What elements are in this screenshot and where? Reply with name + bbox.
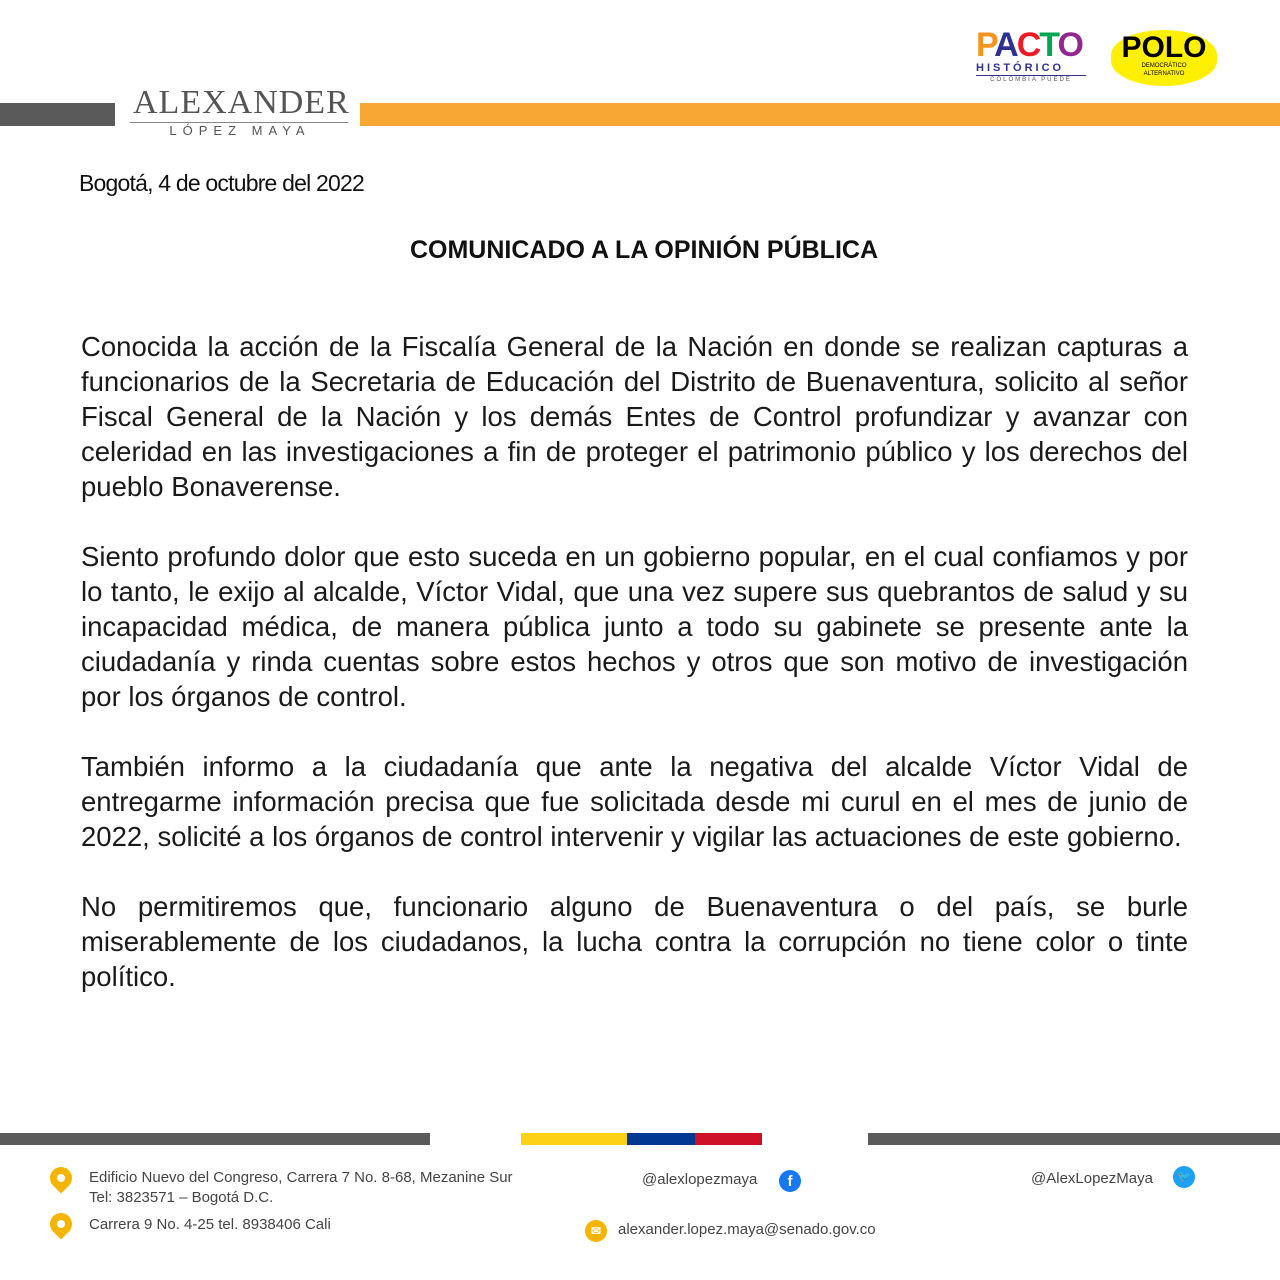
logo-subtitle: LÓPEZ MAYA xyxy=(169,123,311,138)
paragraph: Siento profundo dolor que esto suceda en un gobierno popular, en el cual confiamos y por lo tanto, le exijo al alcalde, Víctor Vidal, que una vez supere sus quebrantos de salud y su incapacidad médica, de manera pública junto a todo su gabinete se presente ante la ciudadanía y rinda cuentas sobre estos hechos y otros que son motivo de investigación por los órganos de control. xyxy=(81,541,1188,712)
location-pin-icon xyxy=(45,1208,76,1239)
polo-word: POLO xyxy=(1121,31,1207,64)
twitter-handle[interactable]: @AlexLopezMaya xyxy=(1031,1170,1153,1187)
logo-name: ALEXANDER xyxy=(133,84,350,121)
polo-line2: ALTERNATIVO xyxy=(1143,71,1185,77)
flag-yellow xyxy=(521,1133,627,1145)
header-bar-left xyxy=(0,103,115,126)
flag-red xyxy=(695,1133,762,1145)
paragraph: Conocida la acción de la Fiscalía General de la Nación en donde se realizan capturas a funcionarios de la Secretaria de Educación del Distrito de Buenaventura, solicito al señor Fiscal General de la Nación y los demás Entes de Control profundizar y avanzar con celeridad en las investigaciones a fin de proteger el patrimonio público y los derechos del pueblo Bonaverense. xyxy=(81,331,1188,502)
footer-bar-left xyxy=(0,1133,430,1145)
document-date: Bogotá, 4 de octubre del 2022 xyxy=(79,170,364,196)
document-title: COMUNICADO A LA OPINIÓN PÚBLICA xyxy=(409,236,879,264)
pacto-line1: HISTÓRICO xyxy=(976,62,1086,76)
email-address[interactable]: alexander.lopez.maya@senado.gov.co xyxy=(618,1221,876,1238)
polo-line1: DEMOCRÁTICO xyxy=(1141,63,1187,69)
footer-bar-right xyxy=(868,1133,1280,1145)
paragraph: También informo a la ciudadanía que ante la negativa del alcalde Víctor Vidal de entregarme información precisa que fue solicitada desde mi curul en el mes de junio de 2022, solicité a los órganos de control intervenir y vigilar las actuaciones de este gobierno. xyxy=(81,751,1188,852)
paragraph: No permitiremos que, funcionario alguno de Buenaventura o del país, se burle miserablemente de los ciudadanos, la lucha contra la corrupción no tiene color o tinte político. xyxy=(81,891,1188,992)
polo-logo xyxy=(1111,30,1217,86)
twitter-icon[interactable]: 🐦 xyxy=(1173,1166,1195,1188)
location-pin-icon xyxy=(45,1162,76,1193)
pacto-historico-logo: PACTO HISTÓRICO COLOMBIA PUEDE xyxy=(976,28,1086,88)
flag-blue xyxy=(627,1133,695,1145)
pacto-line2: COLOMBIA PUEDE xyxy=(990,77,1072,83)
header-bar-orange xyxy=(360,103,1280,126)
address-line2: Tel: 3823571 – Bogotá D.C. xyxy=(89,1189,274,1206)
email-icon: ✉ xyxy=(585,1220,607,1242)
address-cali: Carrera 9 No. 4-25 tel. 8938406 Cali xyxy=(89,1216,331,1233)
facebook-icon[interactable]: f xyxy=(779,1170,801,1192)
document-body xyxy=(81,329,1188,1029)
address-line1: Edificio Nuevo del Congreso, Carrera 7 No. 8-68, Mezanine Sur xyxy=(89,1169,513,1186)
facebook-handle[interactable]: @alexlopezmaya xyxy=(642,1171,758,1188)
